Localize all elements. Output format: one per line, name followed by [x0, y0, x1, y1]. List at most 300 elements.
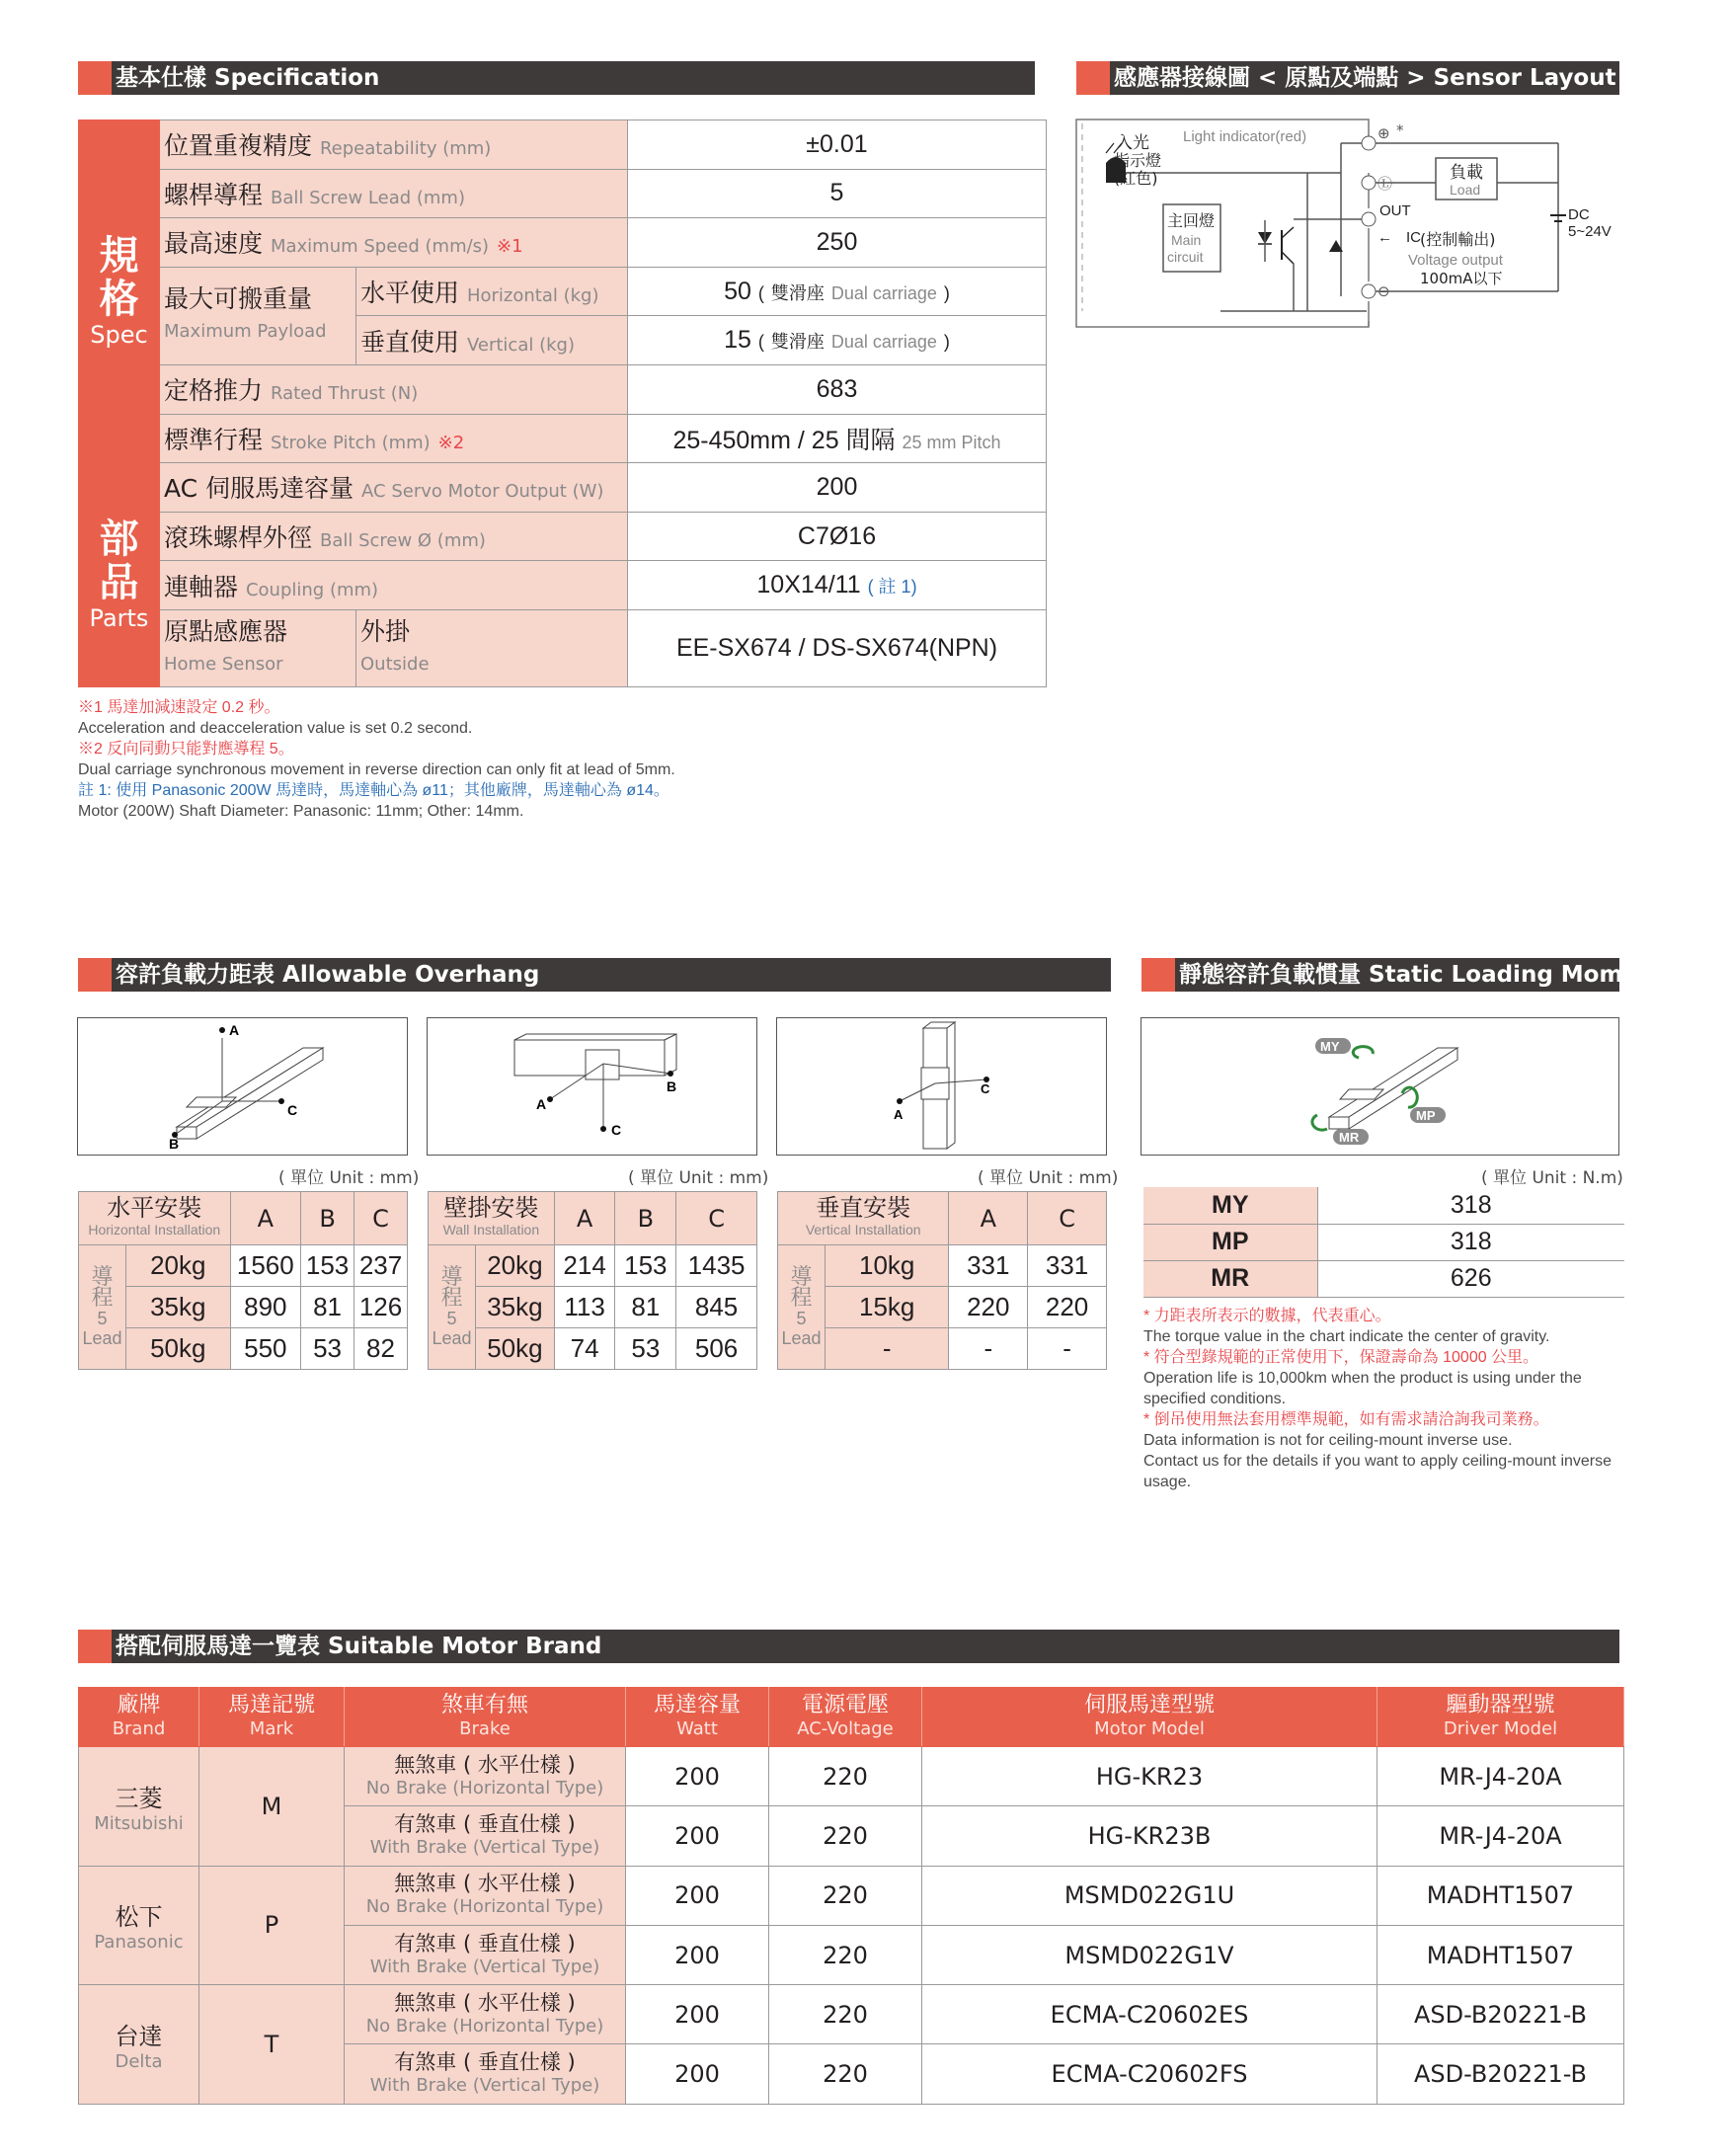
rail-top [514, 1034, 676, 1040]
weight-cell: 10kg [826, 1245, 949, 1287]
mark-cell: P [199, 1866, 345, 1985]
parts-group-label [79, 463, 160, 687]
coupling-note: ( 註 1) [867, 577, 917, 598]
driver-model-cell: MR-J4-20A [1377, 1747, 1624, 1806]
brand-cell [79, 1866, 199, 1985]
spec-value: 683 [628, 364, 1047, 414]
header-zh: 電源電壓 [801, 1692, 889, 1717]
label-dc-range: 5~24V [1568, 223, 1612, 240]
moment-table [1143, 1187, 1624, 1298]
note-line: The torque value in the chart indicate the center of gravity. [1143, 1328, 1550, 1345]
label-my: MY [1320, 1039, 1340, 1054]
voltage-cell: 220 [769, 1747, 922, 1806]
home-sensor-label [160, 609, 356, 686]
lead-zh-2: 程 [440, 1284, 463, 1310]
spec-row-label [160, 120, 628, 170]
horizontal-overhang-table [78, 1191, 408, 1370]
point-c [600, 1126, 606, 1132]
watt-cell: 200 [626, 1866, 769, 1925]
payload-zh: 最大可搬重量 [164, 284, 313, 314]
spec-row-label [160, 218, 628, 268]
header-zh: 馬達容量 [653, 1692, 741, 1717]
lead-en: Lead [432, 1327, 472, 1348]
label-c: C [611, 1122, 622, 1138]
col-a: A [949, 1192, 1028, 1245]
col-c: C [1028, 1192, 1107, 1245]
payload-horizontal-value [628, 267, 1047, 316]
label-out: OUT [1379, 202, 1411, 219]
parts-group-en: Parts [89, 604, 149, 633]
sensor-type-en: Outside [360, 653, 430, 675]
note-line: 註 1: 使用 Panasonic 200W 馬達時，馬達軸心為 ø11；其他廠牌，馬達軸心為 ø14。 [78, 782, 669, 799]
value-cell: 331 [1028, 1245, 1107, 1287]
wall-overhang-table [428, 1191, 757, 1370]
spec-label-en: AC Servo Motor Output (W) [361, 481, 604, 503]
transistor-lead [1282, 252, 1294, 264]
spec-section-title [116, 61, 379, 95]
spec-label-zh: AC 伺服馬達容量 [164, 474, 354, 504]
voltage-cell: 220 [769, 1925, 922, 1984]
spec-label-en: Ball Screw Lead (mm) [270, 187, 465, 208]
brake-cell [345, 1747, 626, 1806]
header-zh: 馬達記號 [227, 1692, 315, 1717]
header-zh: 煞車有無 [440, 1692, 528, 1717]
spec-label-en: Repeatability (mm) [319, 138, 492, 160]
watt-cell: 200 [626, 1925, 769, 1984]
spec-group-zh-2: 格 [99, 277, 139, 323]
note-mark: ※1 [497, 236, 523, 258]
label-asterisk: * [1396, 121, 1404, 139]
sensor-section-title [1114, 61, 1616, 95]
note-line: * 符合型錄規範的正常使用下，保證壽命為 10000 公里。 [1143, 1349, 1539, 1366]
moment-title-zh: 靜態容許負載慣量 [1179, 962, 1361, 988]
spec-table [78, 120, 1047, 687]
terminal-l [1362, 176, 1376, 190]
lead-num: 5 [97, 1308, 108, 1328]
header-accent [1141, 958, 1175, 992]
spec-title-en: Specification [214, 65, 380, 91]
spec-group-en: Spec [90, 321, 148, 350]
moment-notes [1143, 1306, 1627, 1492]
weight-cell: - [826, 1328, 949, 1370]
label-c: C [981, 1081, 990, 1096]
unit-label: ( 單位 Unit : mm) [278, 1168, 420, 1188]
col-b: B [301, 1192, 354, 1245]
watt-cell: 200 [626, 2044, 769, 2104]
label-load: 負載 [1450, 163, 1483, 183]
terminal-out [1362, 212, 1376, 226]
spec-value: 250 [628, 218, 1047, 268]
carriage-en: Dual carriage [830, 332, 937, 353]
mark-cell: T [199, 1985, 345, 2105]
label-dc: DC [1568, 206, 1590, 223]
col-a: A [554, 1192, 615, 1245]
payload-h-zh: 水平使用 [360, 279, 460, 308]
note-line: * 倒吊使用無法套用標準規範，如有需求請洽詢我司業務。 [1143, 1411, 1549, 1428]
vertical-install-drawing [777, 1018, 1105, 1154]
note-line: Acceleration and deacceleration value is set 0.2 second. [78, 720, 473, 737]
label-ic-arrow: ← [1377, 229, 1392, 246]
brand-zh: 三菱 [115, 1784, 163, 1812]
motor-title-zh: 搭配伺服馬達一覽表 [116, 1634, 320, 1659]
moment-drawing [1141, 1018, 1617, 1154]
spec-value: 5 [628, 169, 1047, 218]
value-cell: 214 [554, 1245, 615, 1287]
carriage-zh: 雙滑座 [770, 282, 825, 303]
value-cell: 220 [949, 1287, 1028, 1328]
label-current: 100mA以下 [1420, 270, 1503, 287]
motor-model-cell: HG-KR23B [922, 1806, 1377, 1866]
header-motor-model [922, 1688, 1377, 1747]
spec-row-label [160, 169, 628, 218]
vertical-install-picture [776, 1017, 1107, 1156]
moment-section-header [1141, 958, 1666, 992]
header-zh: 廠牌 [117, 1692, 161, 1717]
moment-picture [1141, 1017, 1619, 1156]
brake-en: With Brake (Vertical Type) [369, 2075, 600, 2097]
value-cell: 890 [230, 1287, 301, 1328]
header-accent [1076, 61, 1110, 95]
stroke-value-en: 25 mm Pitch [902, 432, 1001, 452]
horizontal-header [79, 1192, 231, 1245]
horizontal-install-drawing [78, 1018, 406, 1154]
header-brake [345, 1688, 626, 1747]
header-en: Brand [112, 1717, 166, 1739]
point-a [547, 1096, 553, 1102]
payload-v-zh: 垂直使用 [360, 327, 460, 357]
motor-section-header [78, 1630, 1619, 1663]
table-row [79, 1866, 1624, 1925]
payload-en: Maximum Payload [164, 321, 327, 343]
lead-zh-1: 導 [790, 1263, 813, 1289]
spec-label-en: Ball Screw Ø (mm) [319, 530, 486, 552]
voltage-cell: 220 [769, 1866, 922, 1925]
weight-cell: 35kg [126, 1287, 231, 1328]
note-mark: ※2 [437, 432, 465, 453]
header-en: Watt [676, 1717, 718, 1739]
value-cell: 153 [301, 1245, 354, 1287]
lead-zh-2: 程 [91, 1284, 114, 1310]
value-cell: 550 [230, 1328, 301, 1370]
sensor-title-zh: 感應器接線圖 < 原點及端點 > [1114, 65, 1426, 91]
lead-zh-1: 導 [91, 1263, 114, 1289]
spec-title-zh: 基本仕樣 [116, 65, 206, 91]
label-main-en: Main [1171, 232, 1202, 248]
rail-side [665, 1034, 676, 1076]
brake-cell [345, 2044, 626, 2104]
moment-value: 318 [1317, 1187, 1624, 1224]
value-cell: 331 [949, 1245, 1028, 1287]
label-mp: MP [1416, 1108, 1436, 1123]
lead-num: 5 [796, 1308, 807, 1328]
label-load-en: Load [1450, 182, 1481, 198]
brand-en: Mitsubishi [94, 1812, 184, 1834]
label-b: B [169, 1136, 180, 1152]
watt-cell: 200 [626, 1806, 769, 1866]
my-rotation-icon [1353, 1047, 1373, 1058]
value-cell: - [949, 1328, 1028, 1370]
parts-group-zh-1: 部 [99, 517, 139, 563]
label-a: A [536, 1096, 547, 1112]
install-en: Vertical Installation [805, 1221, 921, 1238]
value-cell: 220 [1028, 1287, 1107, 1328]
label-main: 主回燈 [1167, 211, 1216, 230]
note-line: * 力距表所表示的數據，代表重心。 [1143, 1308, 1391, 1324]
value-cell: 53 [301, 1328, 354, 1370]
payload-vertical-label [356, 316, 628, 365]
value-cell: 1435 [676, 1245, 757, 1287]
value-cell: 506 [676, 1328, 757, 1370]
header-driver-model [1377, 1688, 1624, 1747]
sensor-title-en: Sensor Layout [1433, 65, 1616, 91]
unit-label: ( 單位 Unit : mm) [628, 1168, 769, 1188]
overhang-title-zh: 容許負載力距表 [116, 962, 275, 988]
point-c [278, 1098, 284, 1104]
label-voltage-en: Voltage output [1408, 252, 1503, 269]
header-zh: 驅動器型號 [1446, 1692, 1555, 1717]
driver-model-cell: ASD-B20221-B [1377, 1985, 1624, 2044]
spec-label-zh: 位置重複精度 [164, 131, 313, 161]
header-en: Motor Model [1094, 1717, 1205, 1739]
value-cell: - [1028, 1328, 1107, 1370]
lead-num: 5 [446, 1308, 457, 1328]
header-en: AC-Voltage [797, 1717, 894, 1739]
value-cell: 82 [354, 1328, 408, 1370]
lead-label [778, 1245, 826, 1370]
label-red: (紅色) [1114, 169, 1158, 188]
lead-en: Lead [82, 1327, 122, 1348]
point-a [897, 1098, 903, 1104]
vertical-overhang-table [777, 1191, 1107, 1370]
sensor-en: Home Sensor [164, 653, 283, 675]
note-line: Data information is not for ceiling-mount inverse use. [1143, 1432, 1513, 1449]
rail-end [1329, 1117, 1349, 1129]
value-cell: 1560 [230, 1245, 301, 1287]
moment-key: MY [1143, 1187, 1317, 1224]
payload-horizontal-label [356, 267, 628, 316]
brake-cell [345, 1806, 626, 1866]
header-en: Driver Model [1443, 1717, 1558, 1739]
transistor-lead [1282, 227, 1294, 238]
terminal-plus [1362, 136, 1376, 150]
spec-group-label [79, 120, 160, 463]
brake-zh: 有煞車 ( 垂直仕樣 ) [394, 1811, 576, 1836]
payload-v-en: Vertical (kg) [466, 334, 575, 356]
header-zh: 伺服馬達型號 [1083, 1692, 1215, 1717]
spec-label-en: Rated Thrust (N) [270, 383, 419, 405]
header-en: Mark [249, 1717, 294, 1739]
driver-model-cell: ASD-B20221-B [1377, 2044, 1624, 2104]
spec-value: 200 [628, 463, 1047, 513]
spec-label-zh: 螺桿導程 [164, 180, 264, 209]
note-line: Contact us for the details if you want to apply ceiling-mount inverse usage. [1143, 1453, 1613, 1490]
motor-table [78, 1687, 1624, 2105]
payload-h-en: Horizontal (kg) [466, 285, 599, 307]
rail-side [197, 1048, 323, 1139]
horizontal-install-picture [77, 1017, 408, 1156]
spec-value: C7Ø16 [628, 512, 1047, 561]
header-brand [79, 1688, 199, 1747]
payload-label [160, 267, 356, 364]
note-line: Operation life is 10,000km when the product is using under the specified conditions. [1143, 1370, 1582, 1407]
payload-h-value: 50 [724, 277, 751, 305]
wall-header [429, 1192, 555, 1245]
motor-model-cell: MSMD022G1V [922, 1925, 1377, 1984]
spec-label-zh: 最高速度 [164, 229, 264, 259]
header-watt [626, 1688, 769, 1747]
lead-en: Lead [781, 1327, 822, 1348]
voltage-cell: 220 [769, 1806, 922, 1866]
brake-zh: 無煞車 ( 水平仕樣 ) [394, 1990, 576, 2015]
spec-notes [78, 697, 675, 822]
point-b [668, 1071, 673, 1077]
install-zh: 水平安裝 [107, 1193, 202, 1222]
motor-model-cell: MSMD022G1U [922, 1866, 1377, 1925]
lead-zh-2: 程 [790, 1284, 813, 1310]
label-b: B [667, 1078, 677, 1094]
note-line: ※1 馬達加減速設定 0.2 秒。 [78, 699, 280, 716]
header-mark [199, 1688, 345, 1747]
spec-label-zh: 定格推力 [164, 376, 264, 406]
label-indicator: 指示燈 [1114, 151, 1162, 170]
label-ic-zh: (控制輸出) [1420, 230, 1496, 249]
mr-rotation-icon [1312, 1115, 1327, 1130]
value-cell: 153 [615, 1245, 676, 1287]
driver-model-cell: MR-J4-20A [1377, 1806, 1624, 1866]
sensor-type-zh: 外掛 [360, 616, 411, 646]
value-cell: 845 [676, 1287, 757, 1328]
moment-value: 626 [1317, 1260, 1624, 1297]
spec-label-zh: 滾珠螺桿外徑 [164, 523, 313, 553]
spec-row-label [160, 364, 628, 414]
brand-en: Delta [115, 2050, 163, 2072]
label-ic: IC [1406, 229, 1421, 246]
weight-cell: 50kg [476, 1328, 555, 1370]
brand-cell [79, 1985, 199, 2105]
voltage-cell: 220 [769, 2044, 922, 2104]
brand-en: Panasonic [94, 1932, 184, 1954]
spec-value [628, 414, 1047, 463]
overhang-section-title [116, 958, 539, 992]
rail-end [177, 1127, 197, 1139]
brake-cell [345, 1866, 626, 1925]
brake-en: No Brake (Horizontal Type) [365, 1777, 604, 1798]
header-accent [78, 1630, 112, 1663]
brake-zh: 無煞車 ( 水平仕樣 ) [394, 1872, 576, 1896]
driver-model-cell: MADHT1507 [1377, 1866, 1624, 1925]
point-a [219, 1027, 225, 1033]
paren: ) [943, 332, 950, 353]
value-cell: 53 [615, 1328, 676, 1370]
brake-cell [345, 1985, 626, 2044]
brand-zh: 松下 [115, 1903, 163, 1932]
label-c: C [287, 1102, 298, 1118]
vertical-header [778, 1192, 949, 1245]
spec-label-zh: 標準行程 [164, 425, 264, 454]
moment-value: 318 [1317, 1224, 1624, 1260]
table-row [79, 1747, 1624, 1806]
value-cell: 113 [554, 1287, 615, 1328]
note-line: ※2 反向同動只能對應導程 5。 [78, 741, 294, 758]
payload-vertical-value [628, 316, 1047, 365]
spec-value: ±0.01 [628, 120, 1047, 170]
moment-unit-label: ( 單位 Unit : N.m) [1481, 1168, 1623, 1188]
weight-cell: 35kg [476, 1287, 555, 1328]
install-zh: 壁掛安裝 [443, 1193, 539, 1222]
brand-cell [79, 1747, 199, 1867]
overhang-section-header [78, 958, 1111, 992]
install-en: Horizontal Installation [88, 1221, 221, 1238]
moment-title-en: Static Loading Moment [1369, 962, 1666, 988]
rail-top [1329, 1048, 1457, 1117]
motor-title-en: Suitable Motor Brand [328, 1634, 602, 1659]
stroke-value: 25-450mm / 25 間隔 [672, 426, 896, 454]
weight-cell: 20kg [126, 1245, 231, 1287]
label-a: A [894, 1107, 904, 1122]
spec-section-header [78, 61, 1035, 95]
brake-en: With Brake (Vertical Type) [369, 1956, 600, 1977]
label-circuit-en: circuit [1167, 249, 1204, 265]
label-plus: ⊕ [1377, 124, 1390, 142]
weight-cell: 50kg [126, 1328, 231, 1370]
moment-key: MR [1143, 1260, 1317, 1297]
label-light-in: 入光 [1116, 133, 1149, 153]
lead-zh-1: 導 [440, 1263, 463, 1289]
note-line: Motor (200W) Shaft Diameter: Panasonic: 11mm; Other: 14mm. [78, 803, 524, 820]
weight-cell: 20kg [476, 1245, 555, 1287]
install-zh: 垂直安裝 [816, 1193, 911, 1222]
header-accent [78, 958, 112, 992]
voltage-cell: 220 [769, 1985, 922, 2044]
paren: ( [757, 332, 764, 353]
spec-label-zh: 連軸器 [164, 572, 239, 601]
sensor-section-header [1076, 61, 1619, 95]
brake-en: No Brake (Horizontal Type) [365, 2015, 604, 2036]
lead-label [79, 1245, 126, 1370]
label-a: A [229, 1022, 240, 1038]
moment-key: MP [1143, 1224, 1317, 1260]
unit-label: ( 單位 Unit : mm) [978, 1168, 1119, 1188]
value-cell: 74 [554, 1328, 615, 1370]
table-row [79, 1985, 1624, 2044]
label-mr: MR [1339, 1130, 1360, 1145]
paren: ( [757, 282, 764, 303]
install-en: Wall Installation [442, 1221, 540, 1238]
brake-en: No Brake (Horizontal Type) [365, 1896, 604, 1918]
value-cell: 81 [301, 1287, 354, 1328]
col-b: B [615, 1192, 676, 1245]
parts-group-zh-2: 品 [99, 560, 139, 606]
col-c: C [354, 1192, 408, 1245]
watt-cell: 200 [626, 1985, 769, 2044]
brake-cell [345, 1925, 626, 1984]
spec-row-label [160, 561, 628, 610]
spec-label-en: Maximum Speed (mm/s) [270, 236, 490, 258]
col-a: A [230, 1192, 301, 1245]
driver-model-cell: MADHT1507 [1377, 1925, 1624, 1984]
value-cell: 126 [354, 1287, 408, 1328]
header-accent [78, 61, 112, 95]
coupling-value: 10X14/11 [756, 571, 861, 599]
header-voltage [769, 1688, 922, 1747]
paren: ) [943, 282, 950, 303]
spec-value [628, 561, 1047, 610]
sensor-wiring-diagram [1074, 114, 1627, 331]
motor-model-cell: ECMA-C20602ES [922, 1985, 1377, 2044]
carriage-zh: 雙滑座 [770, 332, 825, 353]
weight-cell: 15kg [826, 1287, 949, 1328]
label-light-indicator-en: Light indicator(red) [1183, 128, 1307, 145]
